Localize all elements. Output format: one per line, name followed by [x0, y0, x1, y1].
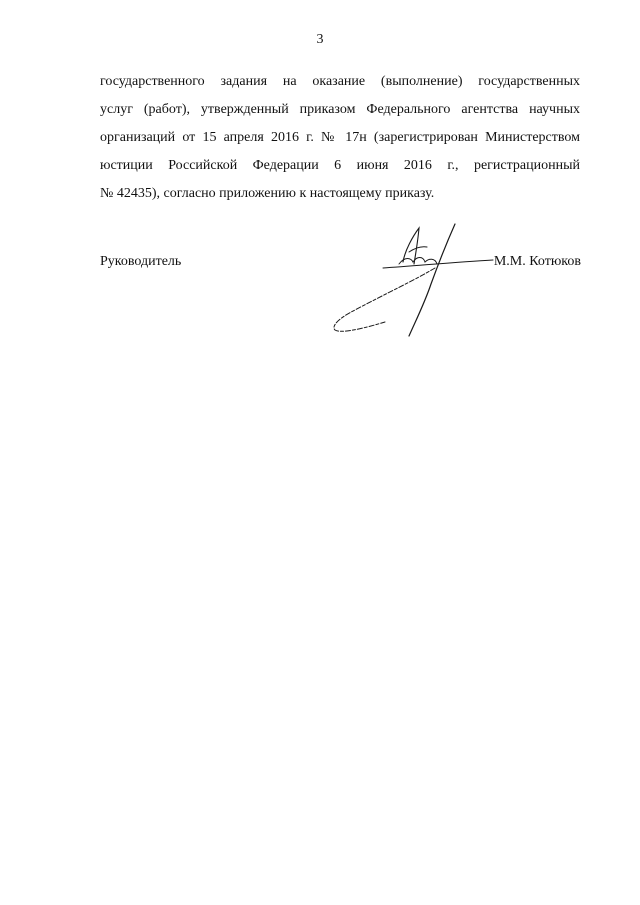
- page-number: 3: [316, 32, 324, 47]
- body-line: № 42435), согласно приложению к настоящему приказу.: [100, 186, 435, 201]
- body-line: услуг (работ), утвержденный приказом Федерального агентства научных: [100, 102, 580, 117]
- signatory-name: М.М. Котюков: [493, 254, 581, 269]
- handwritten-signature: [325, 222, 500, 342]
- signatory-title: Руководитель: [100, 254, 182, 269]
- body-line: юстиции Российской Федерации 6 июня 2016 г., регистрационный: [100, 158, 580, 173]
- body-line: организаций от 15 апреля 2016 г. № 17н (зарегистрирован Министерством: [100, 130, 580, 145]
- body-line: государственного задания на оказание (выполнение) государственных: [100, 74, 580, 89]
